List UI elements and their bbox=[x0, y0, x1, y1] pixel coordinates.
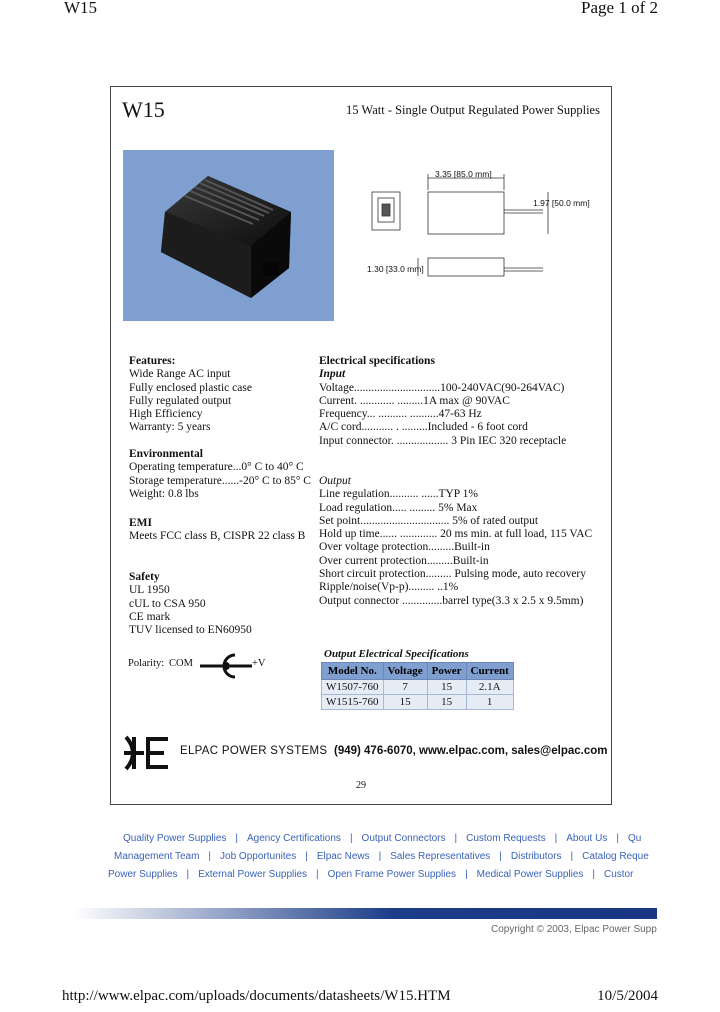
output-spec: Line regulation.......... ......TYP 1% bbox=[319, 488, 478, 501]
output-spec: Ripple/noise(Vp-p)......... ..1% bbox=[319, 581, 459, 594]
input-spec: Frequency... .......... ..........47-63 Hz bbox=[319, 408, 482, 421]
input-spec: Current. ............ .........1A max @ 90VAC bbox=[319, 394, 510, 407]
nav-link-agency-certifications[interactable]: Agency Certifications bbox=[247, 833, 341, 844]
print-header-title: W15 bbox=[64, 0, 98, 17]
product-photo bbox=[123, 150, 334, 321]
table-header: Current bbox=[466, 663, 513, 680]
nav-link-job-opportunities[interactable]: Job Opportunites bbox=[220, 851, 297, 862]
safety-item: cUL to CSA 950 bbox=[129, 597, 206, 610]
feature-item: Fully regulated output bbox=[129, 394, 232, 407]
nav-link-quality-power-supplies[interactable]: Quality Power Supplies bbox=[123, 833, 227, 844]
emi-title: EMI bbox=[129, 517, 152, 529]
company-name: ELPAC POWER SYSTEMS bbox=[180, 745, 328, 757]
footer-gradient-bar bbox=[73, 908, 657, 919]
nav-link-management-team[interactable]: Management Team bbox=[114, 851, 200, 862]
nav-row-2: Management Team | Job Opportunites | Elpac News | Sales Representatives | Distributors | Catalog Reque bbox=[114, 851, 649, 862]
polarity-pos-label: +V bbox=[252, 658, 266, 669]
output-block bbox=[319, 475, 592, 608]
nav-link-sales-representatives[interactable]: Sales Representatives bbox=[390, 851, 491, 862]
nav-link-output-connectors[interactable]: Output Connectors bbox=[361, 833, 446, 844]
nav-link-elpac-news[interactable]: Elpac News bbox=[316, 851, 370, 862]
environmental-item: Weight: 0.8 lbs bbox=[129, 487, 199, 500]
nav-link-about-us[interactable]: About Us bbox=[566, 833, 608, 844]
copyright-text: Copyright © 2003, Elpac Power Supp bbox=[491, 924, 657, 935]
safety-title: Safety bbox=[129, 571, 160, 583]
output-spec: Output connector ..............barrel type(3.3 x 2.5 x 9.5mm) bbox=[319, 594, 584, 607]
dim-width-label: 1.97 [50.0 mm] bbox=[533, 198, 590, 208]
dim-length-label: 3.35 [85.0 mm] bbox=[435, 169, 492, 179]
table-cell: 15 bbox=[427, 680, 466, 695]
table-cell: 2.1A bbox=[466, 680, 513, 695]
feature-item: High Efficiency bbox=[129, 408, 203, 421]
table-cell: W1515-760 bbox=[322, 695, 384, 710]
features-block bbox=[129, 355, 252, 435]
nav-link-open-frame-power-supplies[interactable]: Open Frame Power Supplies bbox=[327, 869, 457, 880]
table-cell: 1 bbox=[466, 695, 513, 710]
table-cell: 15 bbox=[427, 695, 466, 710]
environmental-block bbox=[129, 448, 311, 501]
nav-link-custom-requests[interactable]: Custom Requests bbox=[466, 833, 546, 844]
input-title: Input bbox=[319, 368, 346, 381]
nav-link-custom[interactable]: Custor bbox=[604, 869, 634, 880]
output-spec: Load regulation..... ......... 5% Max bbox=[319, 501, 478, 514]
output-table-title: Output Electrical Specifications bbox=[324, 648, 469, 660]
table-cell: 15 bbox=[383, 695, 427, 710]
model-title: W15 bbox=[122, 97, 165, 122]
nav-link-qu[interactable]: Qu bbox=[627, 833, 642, 844]
input-spec: Voltage..............................100-240VAC(90-264VAC) bbox=[319, 381, 565, 394]
environmental-item: Storage temperature......-20° C to 85° C bbox=[129, 474, 311, 487]
feature-item: Wide Range AC input bbox=[129, 368, 231, 381]
electrical-block bbox=[319, 355, 566, 448]
company-contact: (949) 476-6070, www.elpac.com, sales@elpac.com bbox=[334, 745, 608, 757]
table-header: Power bbox=[427, 663, 466, 680]
emi-item: Meets FCC class B, CISPR 22 class B bbox=[129, 530, 306, 543]
dim-height-label: 1.30 [33.0 mm] bbox=[367, 264, 424, 274]
safety-item: CE mark bbox=[129, 610, 171, 623]
elpac-logo-icon bbox=[122, 733, 174, 778]
safety-item: UL 1950 bbox=[129, 584, 170, 597]
print-footer-url: http://www.elpac.com/uploads/documents/datasheets/W15.HTM bbox=[62, 988, 451, 1004]
emi-block bbox=[129, 517, 305, 544]
environmental-title: Environmental bbox=[129, 448, 203, 460]
nav-link-medical-power-supplies[interactable]: Medical Power Supplies bbox=[476, 869, 584, 880]
nav-row-3: Power Supplies | External Power Supplies | Open Frame Power Supplies | Medical Power Supplies | Custor bbox=[108, 869, 634, 880]
output-title: Output bbox=[319, 475, 351, 487]
nav-link-distributors[interactable]: Distributors bbox=[510, 851, 562, 862]
safety-block bbox=[129, 571, 252, 637]
print-header-page: Page 1 of 2 bbox=[581, 0, 658, 17]
nav-link-catalog-request[interactable]: Catalog Reque bbox=[582, 851, 649, 862]
table-header: Model No. bbox=[322, 663, 384, 680]
output-spec: Set point............................... 5% of rated output bbox=[319, 514, 539, 527]
table-row bbox=[322, 695, 514, 710]
product-subtitle: 15 Watt - Single Output Regulated Power Supplies bbox=[346, 103, 600, 117]
electrical-title: Electrical specifications bbox=[319, 355, 435, 367]
table-header: Voltage bbox=[383, 663, 427, 680]
nav-row-1: Quality Power Supplies | Agency Certifications | Output Connectors | Custom Requests | About Us | Qu bbox=[123, 833, 642, 844]
feature-item: Warranty: 5 years bbox=[129, 421, 211, 434]
polarity-com-label: COM bbox=[169, 658, 193, 669]
feature-item: Fully enclosed plastic case bbox=[129, 381, 252, 394]
table-cell: W1507-760 bbox=[322, 680, 384, 695]
output-spec: Over current protection.........Built-in bbox=[319, 554, 489, 567]
environmental-item: Operating temperature...0° C to 40° C bbox=[129, 461, 304, 474]
polarity-label: Polarity: bbox=[128, 658, 165, 669]
sheet-page-number: 29 bbox=[356, 780, 366, 791]
features-title: Features: bbox=[129, 355, 176, 367]
polarity-symbol-icon bbox=[200, 652, 252, 687]
output-spec-table bbox=[321, 662, 514, 710]
nav-link-external-power-supplies[interactable]: External Power Supplies bbox=[198, 869, 308, 880]
table-cell: 7 bbox=[383, 680, 427, 695]
print-footer-date: 10/5/2004 bbox=[597, 988, 658, 1004]
input-spec: Input connector. .................. 3 Pin IEC 320 receptacle bbox=[319, 434, 567, 447]
safety-item: TUV licensed to EN60950 bbox=[129, 624, 252, 637]
output-spec: Hold up time...... ............. 20 ms min. at full load, 115 VAC bbox=[319, 528, 593, 541]
input-spec: A/C cord........... . .........Included - 6 foot cord bbox=[319, 421, 528, 434]
table-row bbox=[322, 680, 514, 695]
output-spec: Short circuit protection......... Pulsing mode, auto recovery bbox=[319, 568, 586, 581]
nav-link-power-supplies[interactable]: Power Supplies bbox=[108, 869, 178, 880]
output-spec: Over voltage protection.........Built-in bbox=[319, 541, 490, 554]
